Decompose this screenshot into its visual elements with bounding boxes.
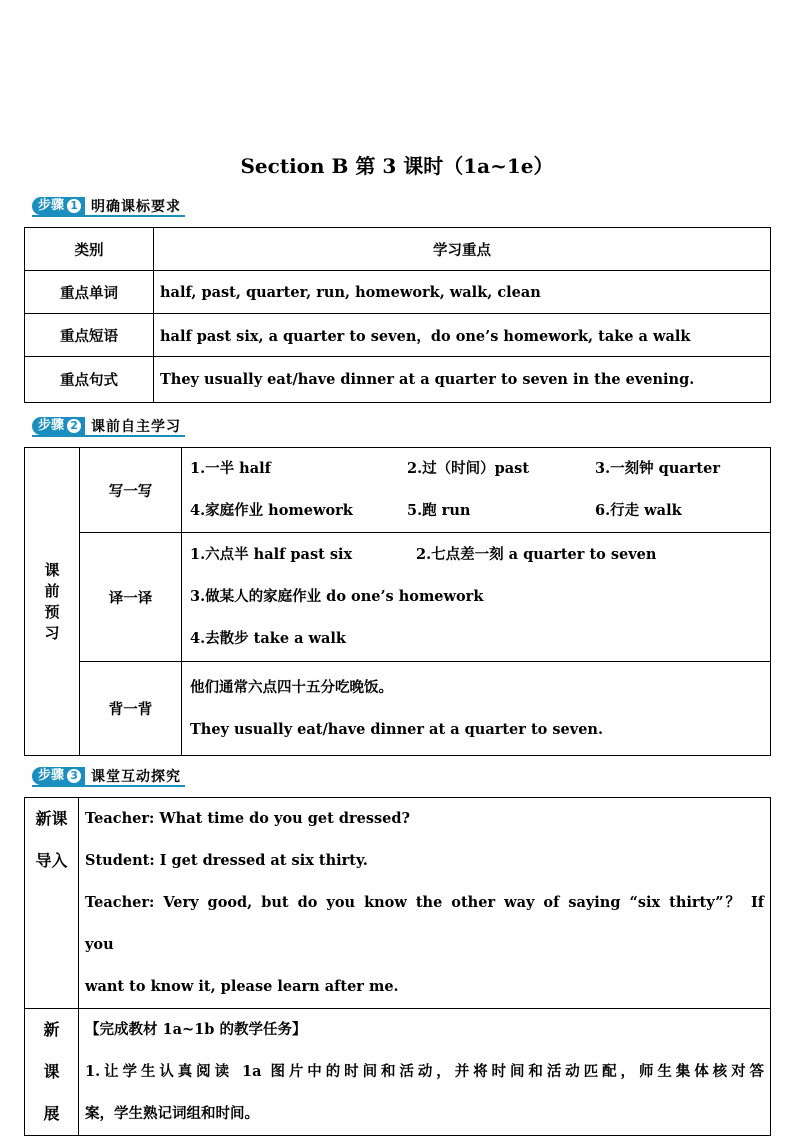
develop-label-char: 新	[43, 1020, 60, 1039]
row-content: half, past, quarter, run, homework, walk, clean	[154, 271, 771, 314]
intro-label-line: 新课	[35, 809, 68, 828]
curriculum-requirements-table	[24, 227, 771, 403]
header-category: 类别	[25, 228, 154, 271]
write-items	[182, 448, 771, 533]
table-row-develop	[25, 1009, 771, 1136]
list-item: 3.一刻钟 quarter	[595, 460, 720, 477]
intro-label	[25, 798, 79, 1009]
table-header-row	[25, 228, 771, 271]
table-row-translate	[25, 533, 771, 662]
develop-label	[25, 1009, 79, 1136]
write-label: 写一写	[80, 448, 182, 533]
translate-label: 译一译	[80, 533, 182, 662]
table-row	[25, 271, 771, 314]
intro-label-line: 导入	[35, 851, 68, 870]
step-3-header	[32, 767, 185, 787]
recite-label: 背一背	[80, 662, 182, 756]
classroom-table	[24, 797, 771, 1136]
list-item: 1.一半 half	[190, 460, 271, 477]
row-content: They usually eat/have dinner at a quarter to seven in the evening.	[154, 357, 771, 403]
develop-label-char: 展	[43, 1104, 60, 1123]
step-label: 课前自主学习	[91, 419, 182, 435]
table-row-write	[25, 448, 771, 533]
side-label-text: 课前预习	[44, 560, 60, 642]
step-badge	[32, 767, 85, 785]
develop-label-char: 课	[43, 1062, 60, 1081]
dialogue-line: Teacher: What time do you get dressed?	[85, 810, 411, 827]
step-number: 2	[67, 419, 81, 433]
step-badge	[32, 417, 85, 435]
list-item: 1.六点半 half past six	[190, 546, 353, 563]
table-row	[25, 314, 771, 357]
dialogue-line: want to know it, please learn after me.	[85, 978, 399, 995]
step-1-header	[32, 197, 185, 217]
step-badge	[32, 197, 85, 215]
intro-content	[79, 798, 771, 1009]
dialogue-line: Teacher: Very good, but do you know the other way of saying “six thirty”？ If you	[85, 894, 764, 953]
recite-en: They usually eat/have dinner at a quarter to seven.	[190, 720, 604, 738]
develop-content	[79, 1009, 771, 1136]
develop-paragraph-line: 案，学生熟记词组和时间。	[85, 1105, 259, 1122]
row-content: half past six, a quarter to seven，do one’s homework, take a walk	[154, 314, 771, 357]
list-item: 4.家庭作业 homework	[190, 502, 353, 519]
step-badge-text: 步骤	[38, 768, 65, 783]
list-item: 5.跑 run	[407, 502, 471, 519]
page-title: Section B 第 3 课时（1a~1e）	[240, 154, 554, 178]
step-label: 课堂互动探究	[91, 769, 182, 785]
list-item: 2.七点差一刻 a quarter to seven	[416, 546, 657, 563]
side-label-preview	[25, 448, 80, 756]
step-number: 3	[67, 769, 81, 783]
table-row-intro	[25, 798, 771, 1009]
translate-items	[182, 533, 771, 662]
header-focus: 学习重点	[154, 228, 771, 271]
list-item: 3.做某人的家庭作业 do one’s homework	[190, 588, 484, 605]
step-badge-text: 步骤	[38, 198, 65, 213]
row-category: 重点短语	[25, 314, 154, 357]
row-category: 重点单词	[25, 271, 154, 314]
step-2-header	[32, 417, 185, 437]
list-item: 4.去散步 take a walk	[190, 630, 346, 647]
recite-content	[182, 662, 771, 756]
develop-heading: 【完成教材 1a~1b 的教学任务】	[85, 1021, 307, 1038]
preview-table	[24, 447, 771, 756]
step-number: 1	[67, 199, 81, 213]
step-label: 明确课标要求	[91, 199, 182, 215]
table-row-recite	[25, 662, 771, 756]
step-badge-text: 步骤	[38, 418, 65, 433]
develop-paragraph-line: 1.让学生认真阅读 1a 图片中的时间和活动，并将时间和活动匹配，师生集体核对答	[85, 1063, 764, 1080]
list-item: 2.过（时间）past	[407, 460, 530, 477]
list-item: 6.行走 walk	[595, 502, 682, 519]
recite-zh: 他们通常六点四十五分吃晚饭。	[190, 678, 393, 696]
table-row	[25, 357, 771, 403]
dialogue-line: Student: I get dressed at six thirty.	[85, 852, 368, 869]
row-category: 重点句式	[25, 357, 154, 403]
